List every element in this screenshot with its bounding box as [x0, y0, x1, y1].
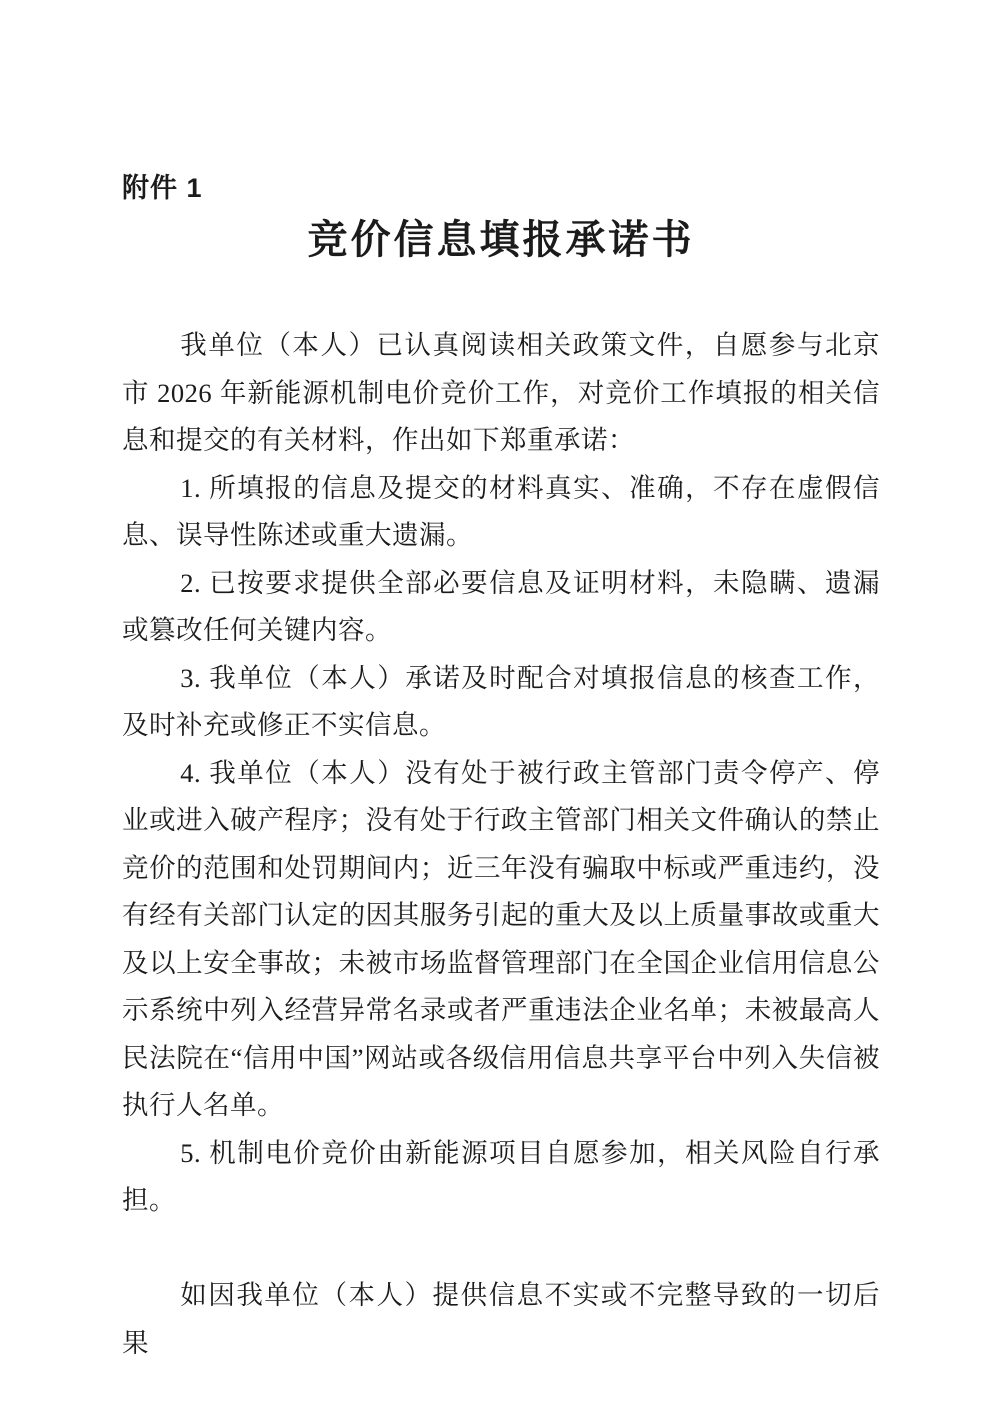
- attachment-label: 附件 1: [122, 173, 203, 203]
- paragraph: 3. 我单位（本人）承诺及时配合对填报信息的核查工作，及时补充或修正不实信息。: [122, 662, 880, 740]
- document-title: 竞价信息填报承诺书: [307, 218, 695, 262]
- document-body: [122, 322, 880, 1367]
- paragraph: 我单位（本人）已认真阅读相关政策文件，自愿参与北京市 2026 年新能源机制电价竞价工作，对竞价工作填报的相关信息和提交的有关材料，作出如下郑重承诺：: [122, 330, 880, 455]
- paragraph: 5. 机制电价竞价由新能源项目自愿参加，相关风险自行承担。: [122, 1137, 880, 1215]
- paragraph: 2. 已按要求提供全部必要信息及证明材料，未隐瞒、遗漏或篡改任何关键内容。: [122, 567, 880, 645]
- paragraph: 1. 所填报的信息及提交的材料真实、准确，不存在虚假信息、误导性陈述或重大遗漏。: [122, 472, 880, 550]
- paragraph: 4. 我单位（本人）没有处于被行政主管部门责令停产、停业或进入破产程序；没有处于行政主管部门相关文件确认的禁止竞价的范围和处罚期间内；近三年没有骗取中标或严重违约，没有经有关部门认定的因其服务引起的重大及以上质量事故或重大及以上安全事故；未被市场监督管理部门在全国企业信用信息公示系统中列入经营异常名录或者严重违法企业名单；未被最高人民法院在“信用中国”网站或各级信用信息共享平台中列入失信被执行人名单。: [122, 757, 880, 1120]
- paragraph: 如因我单位（本人）提供信息不实或不完整导致的一切后果: [122, 1280, 880, 1358]
